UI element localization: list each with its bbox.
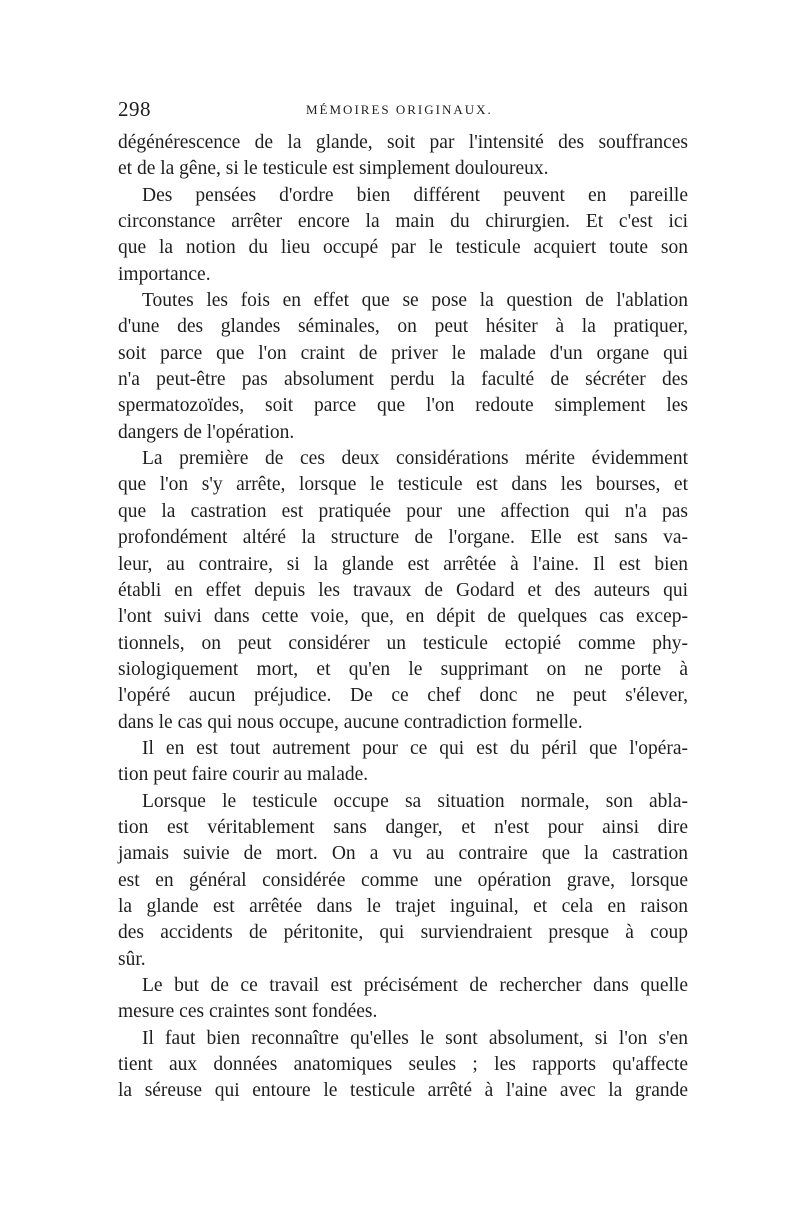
- text-line: Il en est tout autrement pour ce qui est du péril que l'opéra-: [142, 737, 688, 759]
- text-line: spermatozoïdes, soit parce que l'on redoute simplement les: [118, 395, 688, 417]
- paragraph: [118, 789, 688, 973]
- text-line: tionnels, on peut considérer un testicule ectopié comme phy-: [118, 632, 688, 654]
- page-number: 298: [118, 97, 151, 121]
- text-line: leur, au contraire, si la glande est arrêtée à l'aine. Il est bien: [118, 553, 688, 575]
- text-line: importance.: [118, 263, 211, 285]
- paragraph: [118, 973, 688, 1026]
- text-line: des accidents de péritonite, qui surviendraient presque à coup: [118, 922, 688, 944]
- text-line: jamais suivie de mort. On a vu au contraire que la castration: [118, 843, 688, 865]
- text-line: profondément altéré la structure de l'organe. Elle est sans va-: [118, 527, 688, 549]
- page-header: [118, 97, 688, 127]
- text-line: l'ont suivi dans cette voie, que, en dépit de quelques cas excep-: [118, 606, 688, 628]
- text-line: est en général considérée comme une opération grave, lorsque: [118, 869, 688, 891]
- text-line: l'opéré aucun préjudice. De ce chef donc ne peut s'élever,: [118, 685, 688, 707]
- text-line: sûr.: [118, 948, 146, 970]
- text-line: Lorsque le testicule occupe sa situation normale, son abla-: [142, 790, 688, 812]
- text-line: siologiquement mort, et qu'en le supprimant on ne porte à: [118, 658, 688, 680]
- running-head: MÉMOIRES ORIGINAUX.: [306, 102, 493, 117]
- text-line: tion peut faire courir au malade.: [118, 764, 369, 786]
- paragraph: [118, 446, 688, 736]
- text-line: que la castration est pratiquée pour une affection qui n'a pas: [118, 500, 688, 522]
- text-line: soit parce que l'on craint de priver le malade d'un organe qui: [118, 342, 688, 364]
- paragraph: [118, 288, 688, 446]
- text-line: Des pensées d'ordre bien différent peuvent en pareille: [142, 184, 688, 206]
- text-line: la séreuse qui entoure le testicule arrêté à l'aine avec la grande: [118, 1080, 688, 1102]
- text-line: circonstance arrêter encore la main du chirurgien. Et c'est ici: [118, 211, 688, 233]
- text-line: Il faut bien reconnaître qu'elles le sont absolument, si l'on s'en: [142, 1027, 688, 1049]
- text-line: mesure ces craintes sont fondées.: [118, 1001, 378, 1023]
- text-line: n'a peut-être pas absolument perdu la faculté de sécréter des: [118, 369, 688, 391]
- paragraph: [118, 130, 688, 183]
- text-line: dangers de l'opération.: [118, 421, 295, 443]
- text-line: Toutes les fois en effet que se pose la question de l'ablation: [142, 290, 688, 312]
- paragraph: [118, 736, 688, 789]
- text-line: que l'on s'y arrête, lorsque le testicule est dans les bourses, et: [118, 474, 688, 496]
- text-line: dans le cas qui nous occupe, aucune contradiction formelle.: [118, 711, 583, 733]
- paragraph: [118, 1026, 688, 1105]
- text-line: établi en effet depuis les travaux de Godard et des auteurs qui: [118, 579, 688, 601]
- text-line: tient aux données anatomiques seules ; les rapports qu'affecte: [118, 1054, 688, 1076]
- text-line: que la notion du lieu occupé par le testicule acquiert toute son: [118, 237, 688, 259]
- text-line: et de la gêne, si le testicule est simplement douloureux.: [118, 158, 549, 180]
- text-line: Le but de ce travail est précisément de rechercher dans quelle: [142, 975, 688, 996]
- text-line: tion est véritablement sans danger, et n'est pour ainsi dire: [118, 816, 688, 838]
- text-line: La première de ces deux considérations mérite évidemment: [142, 448, 688, 470]
- text-line: la glande est arrêtée dans le trajet inguinal, et cela en raison: [118, 895, 688, 917]
- paragraph: [118, 183, 688, 288]
- text-line: dégénérescence de la glande, soit par l'intensité des souffrances: [118, 132, 688, 153]
- text-line: d'une des glandes séminales, on peut hésiter à la pratiquer,: [118, 316, 688, 338]
- body-text: [118, 130, 688, 1105]
